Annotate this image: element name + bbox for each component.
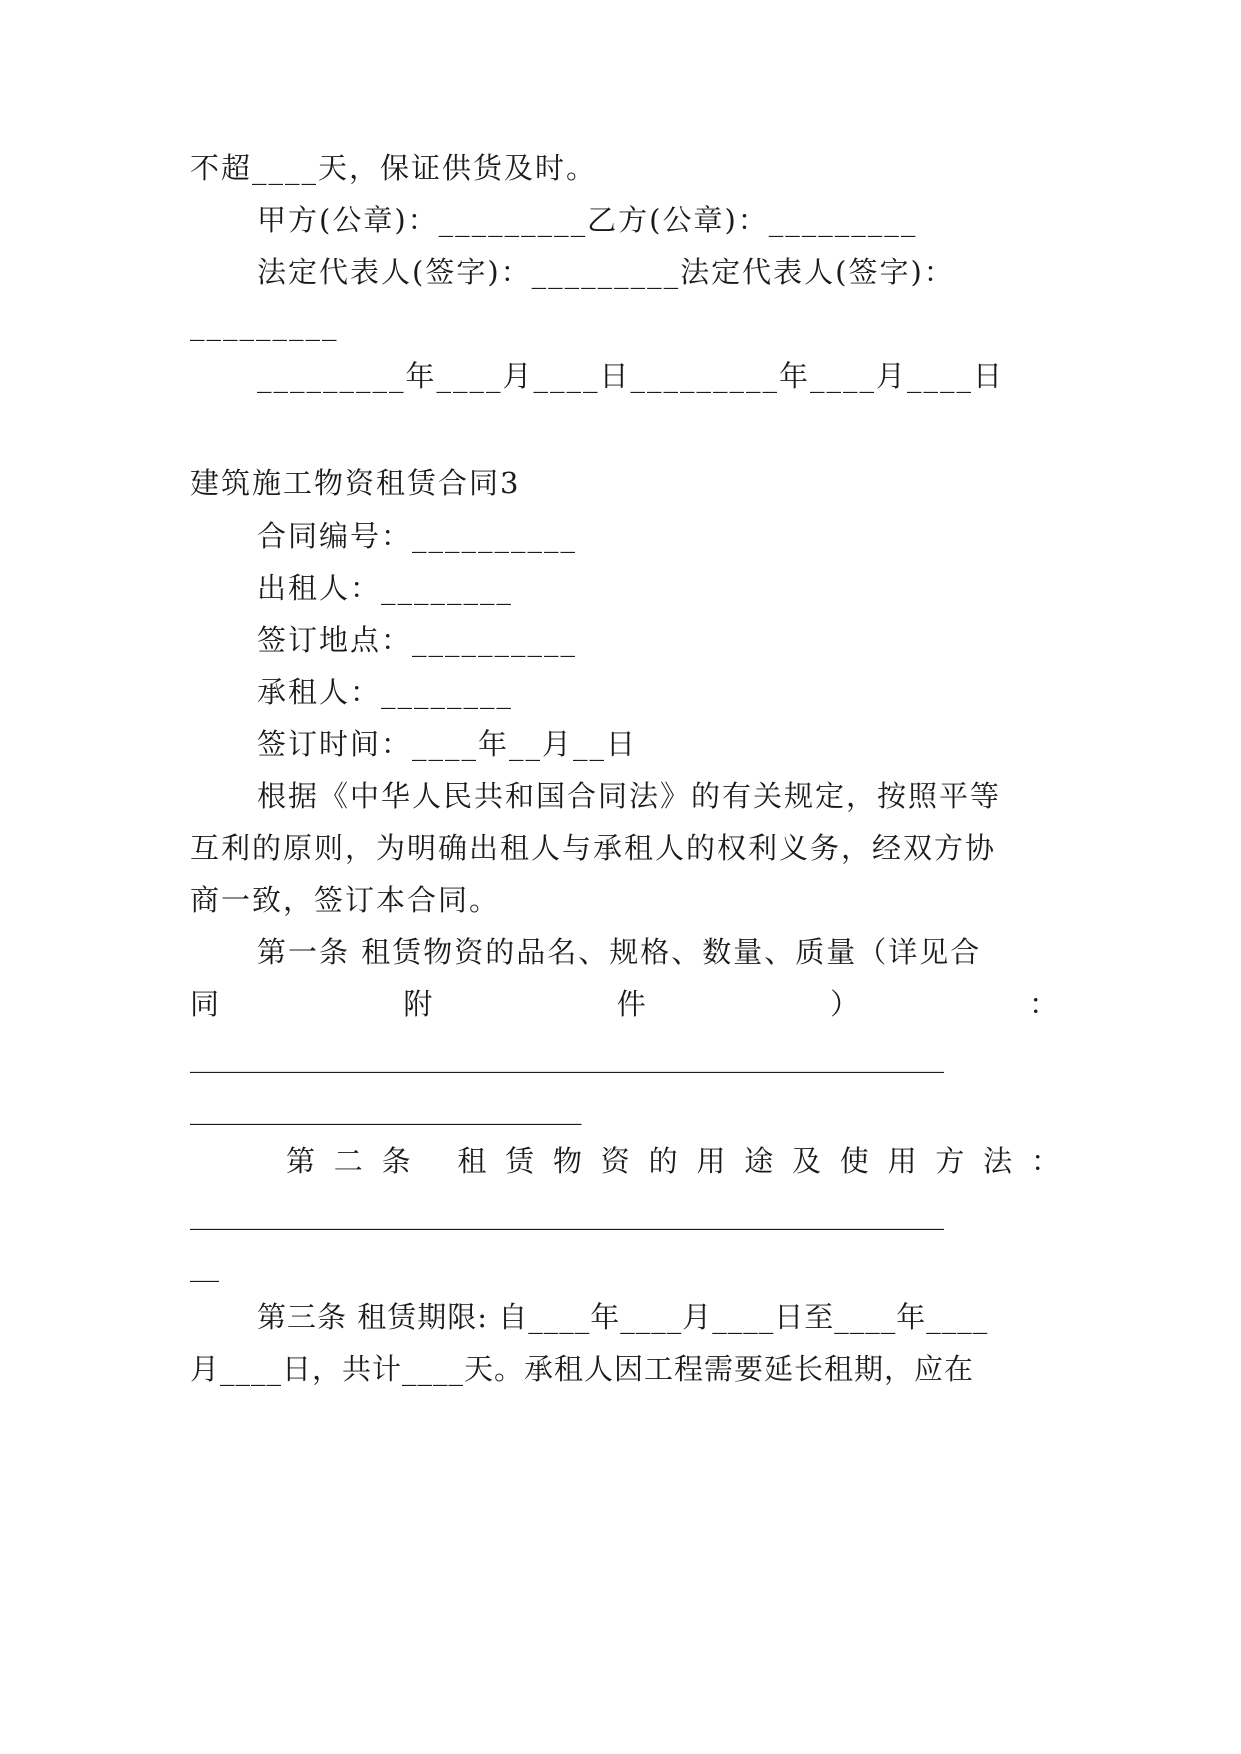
signature-representative-line: 法定代表人(签字)：_________法定代表人(签字)：	[257, 255, 955, 289]
article-one-continuation: 同附件）：	[190, 987, 1058, 1021]
contract-number-field: 合同编号：__________	[257, 519, 578, 553]
signing-place-field: 签订地点：__________	[257, 623, 578, 657]
blank-fill-line: ___________________________	[190, 1091, 582, 1125]
signature-party-line: 甲方(公章)：_________乙方(公章)：_________	[257, 203, 918, 237]
signing-date-field: 签订时间：____年__月__日	[257, 727, 638, 761]
blank-fill-line: __	[190, 1248, 219, 1282]
preamble-line: 互利的原则，为明确出租人与承租人的权利义务，经双方协	[190, 831, 997, 865]
preamble-line: 商一致，签订本合同。	[190, 883, 501, 917]
blank-fill-line: ____________________________________________________	[190, 1039, 944, 1073]
date-line: _________年____月____日_________年____月____日	[257, 359, 1005, 393]
blank-fill-line: ____________________________________________________	[190, 1196, 944, 1230]
article-three-heading: 第三条 租赁期限: 自____年____月____日至____年____	[257, 1300, 989, 1334]
lessee-field: 承租人：________	[257, 675, 514, 709]
article-three-continuation: 月____日，共计____天。承租人因工程需要延长租期，应在	[190, 1352, 975, 1386]
preamble-line: 根据《中华人民共和国合同法》的有关规定，按照平等	[257, 779, 1002, 813]
clause-text: 不超____天，保证供货及时。	[190, 151, 598, 185]
contract-title: 建筑施工物资租赁合同3	[190, 466, 521, 500]
signature-blank-line: _________	[190, 307, 339, 341]
lessor-field: 出租人：________	[257, 571, 514, 605]
article-two-heading: 第二条 租赁物资的用途及使用方法：	[286, 1144, 1060, 1178]
article-one-heading: 第一条 租赁物资的品名、规格、数量、质量（详见合	[257, 935, 982, 969]
